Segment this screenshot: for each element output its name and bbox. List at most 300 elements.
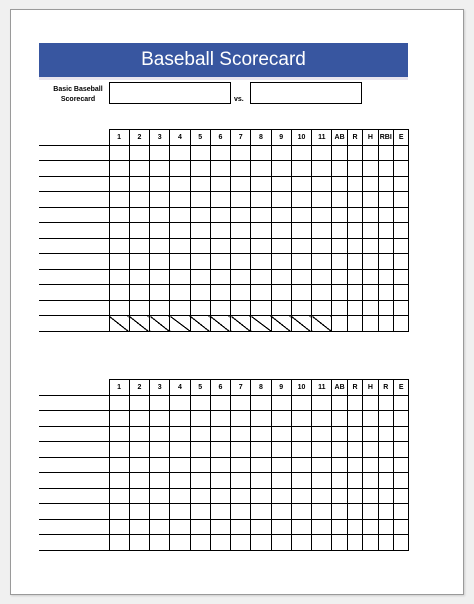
player-name-cell[interactable] [39, 145, 109, 161]
score-cell[interactable] [378, 192, 393, 208]
score-cell[interactable] [347, 161, 362, 177]
score-cell[interactable] [291, 238, 311, 254]
score-cell[interactable] [291, 145, 311, 161]
score-cell[interactable] [291, 300, 311, 316]
score-cell[interactable] [109, 457, 129, 473]
score-cell[interactable] [291, 488, 311, 504]
score-cell[interactable] [251, 207, 271, 223]
score-cell[interactable] [251, 457, 271, 473]
score-cell[interactable] [170, 426, 190, 442]
score-cell[interactable] [129, 504, 149, 520]
score-cell[interactable] [170, 519, 190, 535]
score-cell[interactable] [210, 300, 230, 316]
score-cell[interactable] [271, 192, 291, 208]
score-cell[interactable] [363, 488, 378, 504]
score-cell[interactable] [271, 285, 291, 301]
score-cell[interactable] [190, 411, 210, 427]
score-cell[interactable] [393, 161, 408, 177]
score-cell[interactable] [378, 395, 393, 411]
player-name-cell[interactable] [39, 426, 109, 442]
score-cell[interactable] [210, 442, 230, 458]
score-cell[interactable] [393, 192, 408, 208]
player-name-cell[interactable] [39, 161, 109, 177]
score-cell[interactable] [190, 176, 210, 192]
score-cell[interactable] [347, 207, 362, 223]
score-cell[interactable] [190, 457, 210, 473]
score-cell[interactable] [271, 488, 291, 504]
score-cell[interactable] [190, 145, 210, 161]
score-cell[interactable] [378, 207, 393, 223]
score-cell[interactable] [312, 207, 332, 223]
score-cell[interactable] [363, 442, 378, 458]
score-cell[interactable] [312, 426, 332, 442]
score-cell[interactable] [170, 254, 190, 270]
score-cell[interactable] [210, 161, 230, 177]
score-cell[interactable] [231, 269, 251, 285]
score-cell[interactable] [210, 145, 230, 161]
score-cell[interactable] [363, 519, 378, 535]
score-cell[interactable] [271, 426, 291, 442]
score-cell[interactable] [251, 395, 271, 411]
score-cell[interactable] [231, 457, 251, 473]
score-cell[interactable] [170, 269, 190, 285]
score-cell[interactable] [129, 285, 149, 301]
score-cell[interactable] [109, 145, 129, 161]
score-cell[interactable] [347, 395, 362, 411]
score-cell[interactable] [347, 285, 362, 301]
score-cell[interactable] [210, 316, 230, 332]
score-cell[interactable] [363, 473, 378, 489]
score-cell[interactable] [170, 457, 190, 473]
score-cell[interactable] [363, 176, 378, 192]
score-cell[interactable] [210, 192, 230, 208]
score-cell[interactable] [332, 161, 347, 177]
score-cell[interactable] [150, 254, 170, 270]
score-cell[interactable] [378, 411, 393, 427]
score-cell[interactable] [210, 411, 230, 427]
score-cell[interactable] [210, 238, 230, 254]
score-cell[interactable] [332, 504, 347, 520]
score-cell[interactable] [150, 426, 170, 442]
score-cell[interactable] [210, 473, 230, 489]
score-cell[interactable] [363, 145, 378, 161]
score-cell[interactable] [363, 535, 378, 551]
score-cell[interactable] [312, 145, 332, 161]
score-cell[interactable] [129, 442, 149, 458]
score-cell[interactable] [393, 426, 408, 442]
score-cell[interactable] [231, 426, 251, 442]
score-cell[interactable] [251, 519, 271, 535]
score-cell[interactable] [129, 269, 149, 285]
score-cell[interactable] [378, 519, 393, 535]
score-cell[interactable] [393, 254, 408, 270]
score-cell[interactable] [291, 519, 311, 535]
score-cell[interactable] [170, 145, 190, 161]
score-cell[interactable] [393, 176, 408, 192]
score-cell[interactable] [312, 442, 332, 458]
score-cell[interactable] [109, 442, 129, 458]
score-cell[interactable] [150, 161, 170, 177]
score-cell[interactable] [129, 411, 149, 427]
score-cell[interactable] [150, 285, 170, 301]
score-cell[interactable] [347, 457, 362, 473]
score-cell[interactable] [170, 285, 190, 301]
score-cell[interactable] [393, 285, 408, 301]
score-cell[interactable] [332, 269, 347, 285]
score-cell[interactable] [109, 519, 129, 535]
score-cell[interactable] [109, 176, 129, 192]
score-cell[interactable] [150, 457, 170, 473]
score-cell[interactable] [378, 238, 393, 254]
score-cell[interactable] [291, 176, 311, 192]
player-name-cell[interactable] [39, 316, 109, 332]
score-cell[interactable] [109, 269, 129, 285]
score-cell[interactable] [393, 145, 408, 161]
score-cell[interactable] [393, 207, 408, 223]
score-cell[interactable] [170, 488, 190, 504]
score-cell[interactable] [109, 238, 129, 254]
score-cell[interactable] [363, 426, 378, 442]
score-cell[interactable] [363, 316, 378, 332]
score-cell[interactable] [378, 426, 393, 442]
score-cell[interactable] [190, 223, 210, 239]
score-cell[interactable] [312, 504, 332, 520]
score-cell[interactable] [231, 207, 251, 223]
score-cell[interactable] [378, 316, 393, 332]
score-cell[interactable] [150, 488, 170, 504]
score-cell[interactable] [332, 238, 347, 254]
score-cell[interactable] [231, 473, 251, 489]
score-cell[interactable] [378, 254, 393, 270]
player-name-cell[interactable] [39, 519, 109, 535]
score-cell[interactable] [271, 223, 291, 239]
score-cell[interactable] [363, 411, 378, 427]
score-cell[interactable] [312, 176, 332, 192]
score-cell[interactable] [231, 300, 251, 316]
score-cell[interactable] [129, 254, 149, 270]
score-cell[interactable] [129, 145, 149, 161]
score-cell[interactable] [312, 254, 332, 270]
score-cell[interactable] [393, 535, 408, 551]
score-cell[interactable] [251, 504, 271, 520]
score-cell[interactable] [347, 223, 362, 239]
score-cell[interactable] [210, 254, 230, 270]
score-cell[interactable] [347, 426, 362, 442]
score-cell[interactable] [150, 238, 170, 254]
score-cell[interactable] [231, 145, 251, 161]
score-cell[interactable] [312, 285, 332, 301]
player-name-cell[interactable] [39, 269, 109, 285]
score-cell[interactable] [190, 442, 210, 458]
team-b-field[interactable] [250, 82, 362, 104]
score-cell[interactable] [109, 316, 129, 332]
score-cell[interactable] [312, 519, 332, 535]
score-cell[interactable] [129, 488, 149, 504]
player-name-cell[interactable] [39, 442, 109, 458]
score-cell[interactable] [150, 223, 170, 239]
score-cell[interactable] [251, 176, 271, 192]
score-cell[interactable] [190, 300, 210, 316]
score-cell[interactable] [109, 285, 129, 301]
score-cell[interactable] [170, 316, 190, 332]
score-cell[interactable] [190, 238, 210, 254]
score-cell[interactable] [393, 238, 408, 254]
score-cell[interactable] [129, 176, 149, 192]
score-cell[interactable] [312, 316, 332, 332]
score-cell[interactable] [109, 161, 129, 177]
score-cell[interactable] [150, 207, 170, 223]
score-cell[interactable] [291, 207, 311, 223]
score-cell[interactable] [170, 411, 190, 427]
score-cell[interactable] [109, 223, 129, 239]
score-cell[interactable] [378, 457, 393, 473]
score-cell[interactable] [231, 395, 251, 411]
score-cell[interactable] [363, 395, 378, 411]
score-cell[interactable] [332, 223, 347, 239]
player-name-cell[interactable] [39, 223, 109, 239]
score-cell[interactable] [291, 411, 311, 427]
score-cell[interactable] [378, 473, 393, 489]
score-cell[interactable] [251, 300, 271, 316]
score-cell[interactable] [347, 411, 362, 427]
score-cell[interactable] [109, 254, 129, 270]
score-cell[interactable] [291, 442, 311, 458]
score-cell[interactable] [170, 442, 190, 458]
score-cell[interactable] [231, 535, 251, 551]
score-cell[interactable] [170, 176, 190, 192]
score-cell[interactable] [210, 426, 230, 442]
player-name-cell[interactable] [39, 176, 109, 192]
score-cell[interactable] [190, 161, 210, 177]
score-cell[interactable] [291, 473, 311, 489]
score-cell[interactable] [312, 161, 332, 177]
player-name-cell[interactable] [39, 285, 109, 301]
score-cell[interactable] [190, 519, 210, 535]
score-cell[interactable] [170, 300, 190, 316]
score-cell[interactable] [332, 442, 347, 458]
score-cell[interactable] [109, 473, 129, 489]
score-cell[interactable] [129, 161, 149, 177]
player-name-cell[interactable] [39, 254, 109, 270]
score-cell[interactable] [129, 535, 149, 551]
score-cell[interactable] [150, 192, 170, 208]
score-cell[interactable] [291, 269, 311, 285]
score-cell[interactable] [231, 519, 251, 535]
score-cell[interactable] [393, 488, 408, 504]
score-cell[interactable] [210, 269, 230, 285]
score-cell[interactable] [291, 504, 311, 520]
score-cell[interactable] [393, 473, 408, 489]
score-cell[interactable] [378, 488, 393, 504]
score-cell[interactable] [231, 442, 251, 458]
score-cell[interactable] [393, 519, 408, 535]
score-cell[interactable] [251, 223, 271, 239]
score-cell[interactable] [109, 411, 129, 427]
score-cell[interactable] [109, 395, 129, 411]
score-cell[interactable] [210, 488, 230, 504]
score-cell[interactable] [312, 223, 332, 239]
score-cell[interactable] [231, 223, 251, 239]
score-cell[interactable] [332, 473, 347, 489]
score-cell[interactable] [332, 254, 347, 270]
score-cell[interactable] [363, 269, 378, 285]
score-cell[interactable] [347, 254, 362, 270]
score-cell[interactable] [170, 504, 190, 520]
score-cell[interactable] [363, 223, 378, 239]
score-cell[interactable] [251, 238, 271, 254]
score-cell[interactable] [312, 457, 332, 473]
score-cell[interactable] [378, 176, 393, 192]
score-cell[interactable] [190, 254, 210, 270]
score-cell[interactable] [291, 254, 311, 270]
score-cell[interactable] [332, 316, 347, 332]
score-cell[interactable] [271, 395, 291, 411]
score-cell[interactable] [170, 161, 190, 177]
score-cell[interactable] [231, 192, 251, 208]
score-cell[interactable] [332, 207, 347, 223]
score-cell[interactable] [210, 535, 230, 551]
score-cell[interactable] [210, 504, 230, 520]
score-cell[interactable] [378, 285, 393, 301]
score-cell[interactable] [393, 223, 408, 239]
score-cell[interactable] [347, 504, 362, 520]
score-cell[interactable] [129, 192, 149, 208]
score-cell[interactable] [291, 395, 311, 411]
score-cell[interactable] [393, 300, 408, 316]
score-cell[interactable] [210, 395, 230, 411]
score-cell[interactable] [170, 238, 190, 254]
team-a-field[interactable] [109, 82, 231, 104]
score-cell[interactable] [363, 300, 378, 316]
score-cell[interactable] [129, 223, 149, 239]
score-cell[interactable] [210, 176, 230, 192]
score-cell[interactable] [332, 535, 347, 551]
score-cell[interactable] [150, 300, 170, 316]
player-name-cell[interactable] [39, 457, 109, 473]
score-cell[interactable] [150, 176, 170, 192]
score-cell[interactable] [393, 316, 408, 332]
score-cell[interactable] [363, 161, 378, 177]
score-cell[interactable] [231, 504, 251, 520]
score-cell[interactable] [347, 145, 362, 161]
score-cell[interactable] [129, 238, 149, 254]
score-cell[interactable] [291, 285, 311, 301]
score-cell[interactable] [271, 457, 291, 473]
score-cell[interactable] [332, 285, 347, 301]
score-cell[interactable] [109, 207, 129, 223]
score-cell[interactable] [332, 395, 347, 411]
score-cell[interactable] [231, 161, 251, 177]
score-cell[interactable] [129, 300, 149, 316]
score-cell[interactable] [251, 192, 271, 208]
score-cell[interactable] [271, 238, 291, 254]
player-name-cell[interactable] [39, 488, 109, 504]
score-cell[interactable] [312, 473, 332, 489]
score-cell[interactable] [150, 316, 170, 332]
score-cell[interactable] [378, 223, 393, 239]
player-name-cell[interactable] [39, 238, 109, 254]
score-cell[interactable] [210, 457, 230, 473]
score-cell[interactable] [271, 473, 291, 489]
score-cell[interactable] [332, 457, 347, 473]
score-cell[interactable] [363, 457, 378, 473]
score-cell[interactable] [271, 316, 291, 332]
score-cell[interactable] [312, 238, 332, 254]
score-cell[interactable] [347, 442, 362, 458]
score-cell[interactable] [271, 442, 291, 458]
score-cell[interactable] [363, 207, 378, 223]
score-cell[interactable] [150, 269, 170, 285]
score-cell[interactable] [190, 285, 210, 301]
score-cell[interactable] [129, 316, 149, 332]
score-cell[interactable] [363, 192, 378, 208]
score-cell[interactable] [251, 535, 271, 551]
score-cell[interactable] [190, 316, 210, 332]
score-cell[interactable] [332, 519, 347, 535]
score-cell[interactable] [190, 192, 210, 208]
score-cell[interactable] [231, 254, 251, 270]
score-cell[interactable] [332, 300, 347, 316]
score-cell[interactable] [150, 519, 170, 535]
score-cell[interactable] [150, 145, 170, 161]
score-cell[interactable] [170, 395, 190, 411]
player-name-cell[interactable] [39, 300, 109, 316]
score-cell[interactable] [291, 535, 311, 551]
score-cell[interactable] [231, 238, 251, 254]
score-cell[interactable] [251, 316, 271, 332]
score-cell[interactable] [271, 254, 291, 270]
score-cell[interactable] [378, 535, 393, 551]
score-cell[interactable] [109, 504, 129, 520]
score-cell[interactable] [332, 426, 347, 442]
score-cell[interactable] [378, 442, 393, 458]
score-cell[interactable] [347, 300, 362, 316]
score-cell[interactable] [332, 192, 347, 208]
score-cell[interactable] [378, 145, 393, 161]
score-cell[interactable] [150, 395, 170, 411]
score-cell[interactable] [332, 176, 347, 192]
score-cell[interactable] [291, 457, 311, 473]
score-cell[interactable] [312, 192, 332, 208]
score-cell[interactable] [393, 411, 408, 427]
score-cell[interactable] [347, 176, 362, 192]
score-cell[interactable] [251, 488, 271, 504]
score-cell[interactable] [291, 316, 311, 332]
score-cell[interactable] [271, 207, 291, 223]
score-cell[interactable] [170, 192, 190, 208]
score-cell[interactable] [190, 269, 210, 285]
score-cell[interactable] [271, 269, 291, 285]
player-name-cell[interactable] [39, 473, 109, 489]
score-cell[interactable] [312, 269, 332, 285]
score-cell[interactable] [109, 192, 129, 208]
score-cell[interactable] [271, 411, 291, 427]
score-cell[interactable] [210, 223, 230, 239]
score-cell[interactable] [332, 488, 347, 504]
score-cell[interactable] [251, 442, 271, 458]
score-cell[interactable] [332, 145, 347, 161]
score-cell[interactable] [312, 488, 332, 504]
score-cell[interactable] [170, 535, 190, 551]
score-cell[interactable] [393, 504, 408, 520]
score-cell[interactable] [251, 269, 271, 285]
score-cell[interactable] [312, 395, 332, 411]
score-cell[interactable] [190, 426, 210, 442]
score-cell[interactable] [190, 395, 210, 411]
score-cell[interactable] [150, 504, 170, 520]
score-cell[interactable] [363, 238, 378, 254]
score-cell[interactable] [363, 285, 378, 301]
